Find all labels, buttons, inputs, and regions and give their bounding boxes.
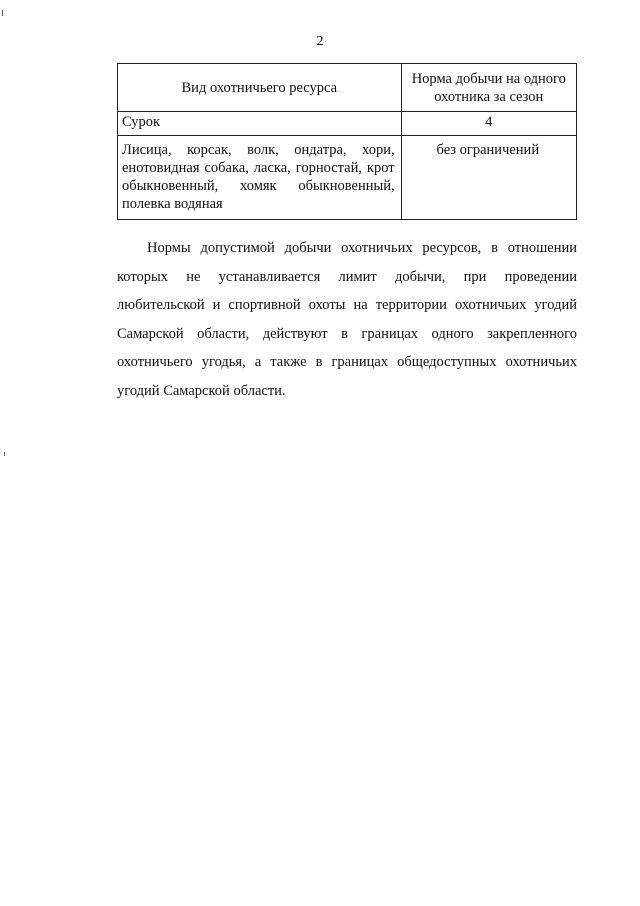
cell-species: Лисица, корсак, волк, ондатра, хори, енотовидная собака, ласка, горностай, крот обыкновенный, хомяк обыкновенный, полевка водяная bbox=[118, 136, 402, 220]
cell-norm: 4 bbox=[401, 112, 576, 136]
cell-norm: без ограничений bbox=[401, 136, 576, 220]
hunting-quota-table bbox=[117, 63, 577, 220]
header-species: Вид охотничьего ресурса bbox=[118, 64, 402, 112]
cell-species: Сурок bbox=[118, 112, 402, 136]
table-header-row bbox=[118, 64, 577, 112]
table-row bbox=[118, 112, 577, 136]
scan-mark-top bbox=[2, 10, 3, 16]
page-number: 2 bbox=[316, 34, 324, 49]
scan-mark-middle bbox=[4, 452, 5, 456]
header-norm: Норма добычи на одного охотника за сезон bbox=[401, 64, 576, 112]
table-row bbox=[118, 136, 577, 220]
body-paragraph: Нормы допустимой добычи охотничьих ресурсов, в отношении которых не устанавливается лимит добычи, при проведении любительской и спортивной охоты на территории охотничьих угодий Самарской области, действуют в границах одного закрепленного охотничьего угодья, а также в границах общедоступных охотничьих угодий Самарской области. bbox=[117, 240, 577, 399]
